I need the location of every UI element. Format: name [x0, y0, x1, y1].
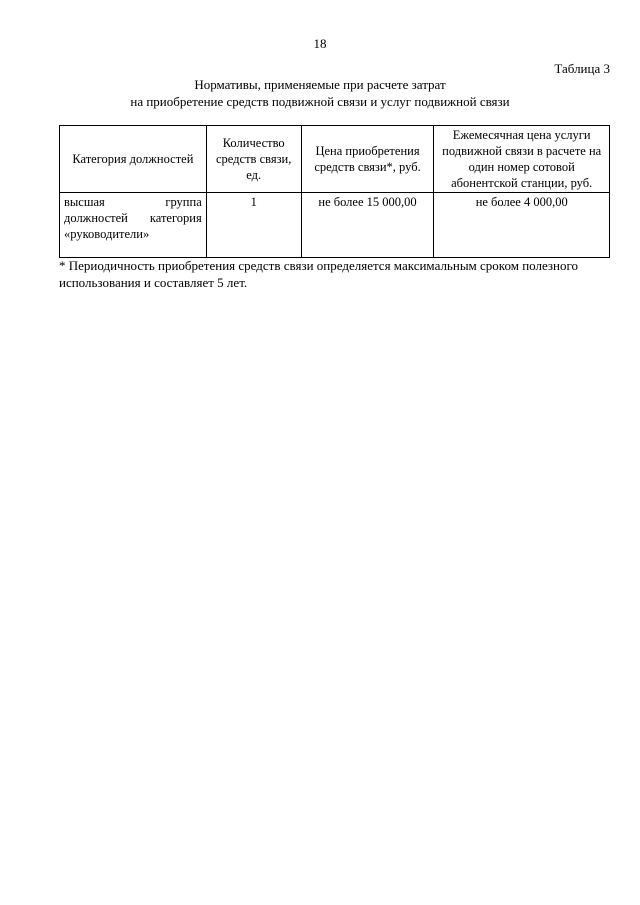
table-row: [60, 193, 610, 258]
title-line-1: Нормативы, применяемые при расчете затрат: [194, 77, 446, 92]
title-line-2: на приобретение средств подвижной связи и услуг подвижной связи: [130, 94, 510, 109]
cell-monthly-price: не более 4 000,00: [434, 193, 610, 258]
table-title: [0, 76, 640, 110]
cell-category: высшая группа должностей категория «руководители»: [60, 193, 207, 258]
cell-price: не более 15 000,00: [301, 193, 434, 258]
norms-table: [59, 125, 610, 258]
header-category: Категория должностей: [60, 126, 207, 193]
cell-quantity: 1: [206, 193, 301, 258]
table-label: Таблица 3: [554, 61, 610, 76]
header-monthly-price: Ежемесячная цена услуги подвижной связи в расчете на один номер сотовой абонентской станции, руб.: [434, 126, 610, 193]
footnote: * Периодичность приобретения средств связи определяется максимальным сроком полезного использования и составляет 5 лет.: [59, 258, 578, 290]
page-number: 18: [313, 36, 327, 51]
table-header-row: [60, 126, 610, 193]
header-quantity: Количество средств связи, ед.: [206, 126, 301, 193]
header-price: Цена приобретения средств связи*, руб.: [301, 126, 434, 193]
